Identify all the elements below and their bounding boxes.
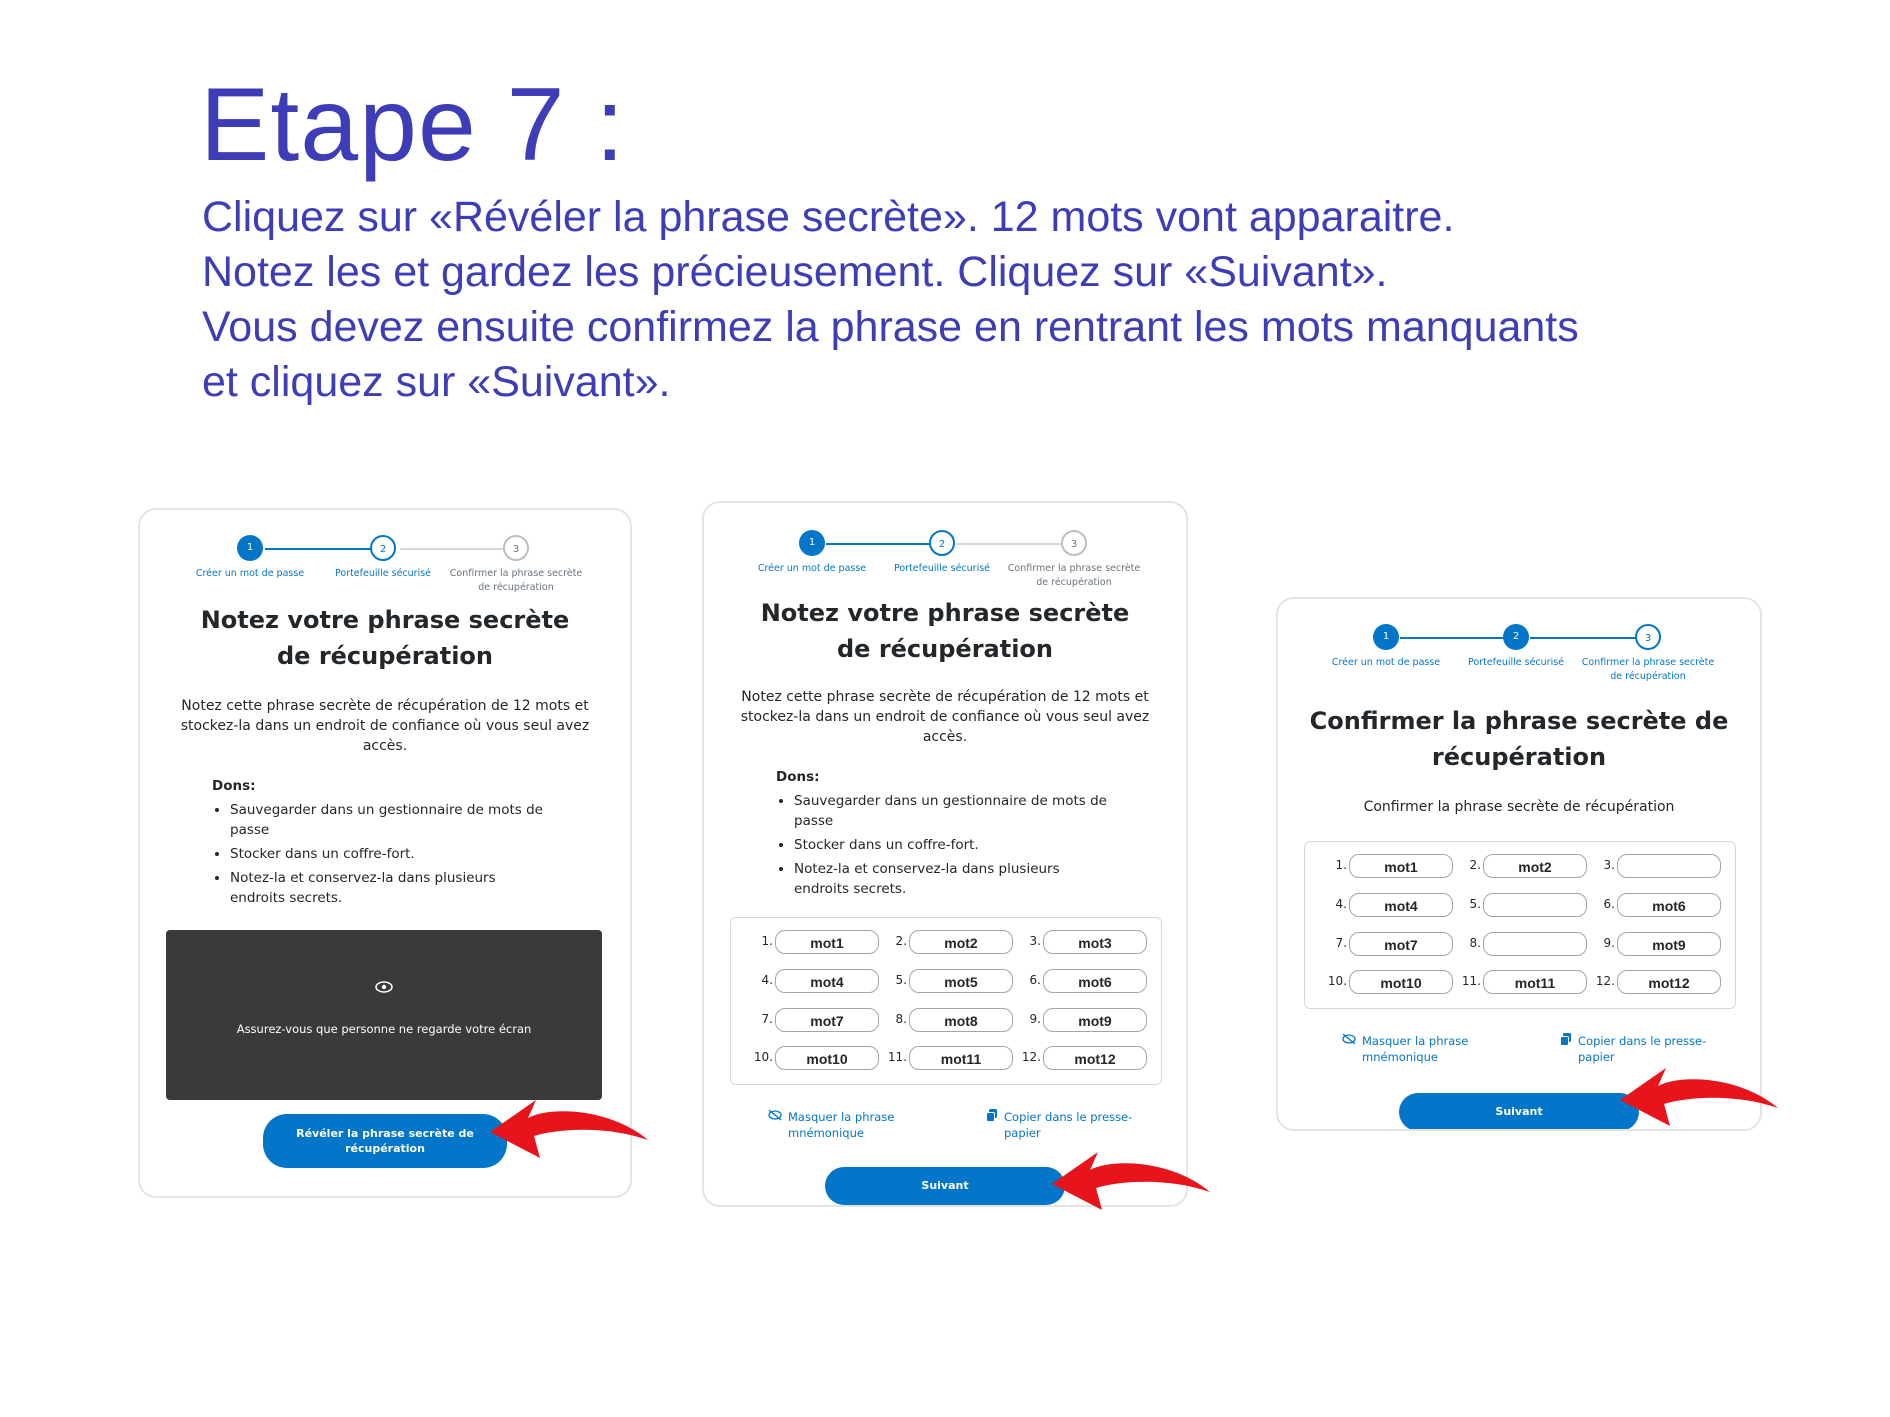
word-chip: mot1 <box>1349 854 1453 878</box>
step-2-indicator: 2 <box>1503 624 1529 650</box>
word-number: 3. <box>1603 858 1615 872</box>
word-number: 12. <box>1021 1050 1041 1064</box>
step-1-indicator: 1 <box>799 530 825 556</box>
tip-item: • Sauvegarder dans un gestionnaire de mots de passe <box>230 800 572 840</box>
word-cell <box>1591 932 1721 958</box>
eye-icon <box>166 978 602 997</box>
card-description: Notez cette phrase secrète de récupération de 12 mots et stockez-la dans un endroit de confiance où vous seul avez accès. <box>180 698 590 754</box>
word-chip: mot5 <box>909 969 1013 993</box>
step-3-label: Confirmer la phrase secrète de récupération <box>1581 657 1715 682</box>
step-1-label: Créer un mot de passe <box>195 568 305 579</box>
step-confirm-phrase <box>1004 530 1144 590</box>
privacy-warning: Assurez-vous que personne ne regarde votre écran <box>236 1022 532 1036</box>
word-number: 11. <box>887 1050 907 1064</box>
word-cell <box>883 1046 1013 1072</box>
step-confirm-phrase <box>446 535 586 595</box>
reveal-phrase-button[interactable]: Révéler la phrase secrète de récupération <box>263 1114 507 1168</box>
word-number: 1. <box>1335 858 1347 872</box>
word-chip: mot7 <box>1349 932 1453 956</box>
word-chip: mot2 <box>1483 854 1587 878</box>
instruction-text <box>202 190 1579 410</box>
word-chip: mot8 <box>909 1008 1013 1032</box>
step-3-indicator: 3 <box>1635 624 1661 650</box>
word-cell <box>1017 930 1147 956</box>
step-secure-wallet <box>872 530 1012 576</box>
word-cell <box>1017 969 1147 995</box>
word-chip: mot4 <box>775 969 879 993</box>
word-number: 8. <box>1469 936 1481 950</box>
word-cell <box>1457 970 1587 996</box>
word-chip: mot4 <box>1349 893 1453 917</box>
instruction-line-1: Cliquez sur «Révéler la phrase secrète». 12 mots vont apparaitre. <box>202 193 1455 241</box>
step-3-label: Confirmer la phrase secrète de récupération <box>1007 563 1141 588</box>
tips-list: Dons: • Sauvegarder dans un gestionnaire de mots de passe • Stocker dans un coffre-fort. • Notez-la et conservez-la dans plusieurs endroits secrets. <box>776 767 1136 903</box>
eye-slash-icon <box>768 1109 782 1125</box>
word-number: 8. <box>895 1012 907 1026</box>
word-cell <box>1323 854 1453 880</box>
word-chip: mot10 <box>775 1046 879 1070</box>
tip-item: • Stocker dans un coffre-fort. <box>230 844 572 864</box>
step-3-label: Confirmer la phrase secrète de récupération <box>449 568 583 593</box>
hide-phrase-link[interactable]: Masquer la phrase mnémonique <box>768 1109 894 1141</box>
progress-stepper <box>140 510 630 600</box>
word-number: 6. <box>1603 897 1615 911</box>
reveal-phrase-card <box>138 508 632 1198</box>
word-cell <box>1017 1008 1147 1034</box>
copy-icon <box>986 1109 998 1126</box>
word-number: 7. <box>761 1012 773 1026</box>
step-2-label: Portefeuille sécurisé <box>893 563 991 574</box>
tip-item: • Stocker dans un coffre-fort. <box>794 835 1136 855</box>
confirm-phrase-card <box>1276 597 1762 1131</box>
copy-clipboard-link[interactable]: Copier dans le presse- papier <box>1560 1033 1706 1065</box>
step-create-password <box>1316 624 1456 670</box>
word-cell <box>1457 932 1587 958</box>
word-input[interactable] <box>1483 932 1587 956</box>
card-title: Confirmer la phrase secrète de récupération <box>1309 707 1729 771</box>
word-cell <box>883 930 1013 956</box>
word-number: 7. <box>1335 936 1347 950</box>
word-number: 5. <box>1469 897 1481 911</box>
word-cell <box>1017 1046 1147 1072</box>
hidden-phrase-overlay[interactable] <box>166 930 602 1100</box>
tip-item: • Notez-la et conservez-la dans plusieurs endroits secrets. <box>794 859 1136 899</box>
step-secure-wallet <box>1446 624 1586 670</box>
word-chip: mot11 <box>909 1046 1013 1070</box>
instruction-line-2: Notez les et gardez les précieusement. Cliquez sur «Suivant». <box>202 248 1388 296</box>
step-1-indicator: 1 <box>1373 624 1399 650</box>
step-2-indicator: 2 <box>370 535 396 561</box>
copy-clipboard-link[interactable]: Copier dans le presse- papier <box>986 1109 1132 1141</box>
word-input[interactable] <box>1617 854 1721 878</box>
word-cell <box>1323 893 1453 919</box>
word-number: 1. <box>761 934 773 948</box>
hide-phrase-link[interactable]: Masquer la phrase mnémonique <box>1342 1033 1468 1065</box>
word-chip: mot2 <box>909 930 1013 954</box>
step-secure-wallet <box>313 535 453 581</box>
word-number: 12. <box>1595 974 1615 988</box>
eye-slash-icon <box>1342 1033 1356 1049</box>
tips-list: Dons: • Sauvegarder dans un gestionnaire de mots de passe • Stocker dans un coffre-fort. • Notez-la et conservez-la dans plusieurs endroits secrets. <box>212 776 572 912</box>
word-chip: mot10 <box>1349 970 1453 994</box>
instruction-line-4: et cliquez sur «Suivant». <box>202 358 671 406</box>
instructions <box>200 67 1579 410</box>
word-chip: mot12 <box>1043 1046 1147 1070</box>
step-1-label: Créer un mot de passe <box>1331 657 1441 668</box>
word-number: 9. <box>1603 936 1615 950</box>
word-cell <box>749 1046 879 1072</box>
next-button[interactable]: Suivant <box>825 1167 1065 1205</box>
step-create-password <box>180 535 320 581</box>
instruction-line-3: Vous devez ensuite confirmez la phrase en rentrant les mots manquants <box>202 303 1579 351</box>
word-chip: mot7 <box>775 1008 879 1032</box>
word-cell <box>1457 854 1587 880</box>
card-title: Notez votre phrase secrète de récupération <box>200 606 570 670</box>
step-2-label: Portefeuille sécurisé <box>1467 657 1565 668</box>
word-chip: mot12 <box>1617 970 1721 994</box>
confirm-words-grid <box>1304 841 1736 1009</box>
arrow-icon <box>1052 1150 1212 1220</box>
copy-icon <box>1560 1033 1572 1050</box>
step-1-label: Créer un mot de passe <box>757 563 867 574</box>
word-number: 9. <box>1029 1012 1041 1026</box>
word-chip: mot9 <box>1617 932 1721 956</box>
word-cell <box>1323 970 1453 996</box>
word-input[interactable] <box>1483 893 1587 917</box>
tip-item: • Notez-la et conservez-la dans plusieurs endroits secrets. <box>230 868 572 908</box>
next-button[interactable]: Suivant <box>1399 1093 1639 1131</box>
secret-words-card <box>702 501 1188 1207</box>
step-create-password <box>742 530 882 576</box>
word-number: 2. <box>1469 858 1481 872</box>
word-chip: mot1 <box>775 930 879 954</box>
word-cell <box>1591 893 1721 919</box>
word-number: 10. <box>1327 974 1347 988</box>
card-description: Confirmer la phrase secrète de récupération <box>1363 799 1675 815</box>
word-cell <box>749 969 879 995</box>
step-2-label: Portefeuille sécurisé <box>334 568 432 579</box>
arrow-icon <box>1620 1066 1780 1136</box>
word-chip: mot9 <box>1043 1008 1147 1032</box>
step-title: Etape 7 : <box>200 67 626 183</box>
word-cell <box>749 930 879 956</box>
word-chip: mot6 <box>1043 969 1147 993</box>
secret-words-grid <box>730 917 1162 1085</box>
word-cell <box>883 969 1013 995</box>
arrow-icon <box>490 1098 650 1168</box>
word-number: 5. <box>895 973 907 987</box>
card-title: Notez votre phrase secrète de récupération <box>760 599 1130 663</box>
word-chip: mot11 <box>1483 970 1587 994</box>
step-2-indicator: 2 <box>929 530 955 556</box>
word-number: 4. <box>761 973 773 987</box>
word-number: 10. <box>753 1050 773 1064</box>
word-chip: mot3 <box>1043 930 1147 954</box>
word-chip: mot6 <box>1617 893 1721 917</box>
word-cell <box>1457 893 1587 919</box>
word-number: 2. <box>895 934 907 948</box>
word-cell <box>1591 854 1721 880</box>
word-number: 11. <box>1461 974 1481 988</box>
step-3-indicator: 3 <box>503 535 529 561</box>
step-3-indicator: 3 <box>1061 530 1087 556</box>
step-confirm-phrase <box>1578 624 1718 684</box>
word-number: 6. <box>1029 973 1041 987</box>
step-1-indicator: 1 <box>237 535 263 561</box>
word-cell <box>749 1008 879 1034</box>
card-description: Notez cette phrase secrète de récupération de 12 mots et stockez-la dans un endroit de confiance où vous seul avez accès. <box>740 689 1150 745</box>
word-number: 4. <box>1335 897 1347 911</box>
word-number: 3. <box>1029 934 1041 948</box>
progress-stepper <box>1278 599 1760 689</box>
tip-item: • Sauvegarder dans un gestionnaire de mots de passe <box>794 791 1136 831</box>
word-cell <box>883 1008 1013 1034</box>
word-cell <box>1323 932 1453 958</box>
word-cell <box>1591 970 1721 996</box>
progress-stepper <box>704 503 1186 593</box>
